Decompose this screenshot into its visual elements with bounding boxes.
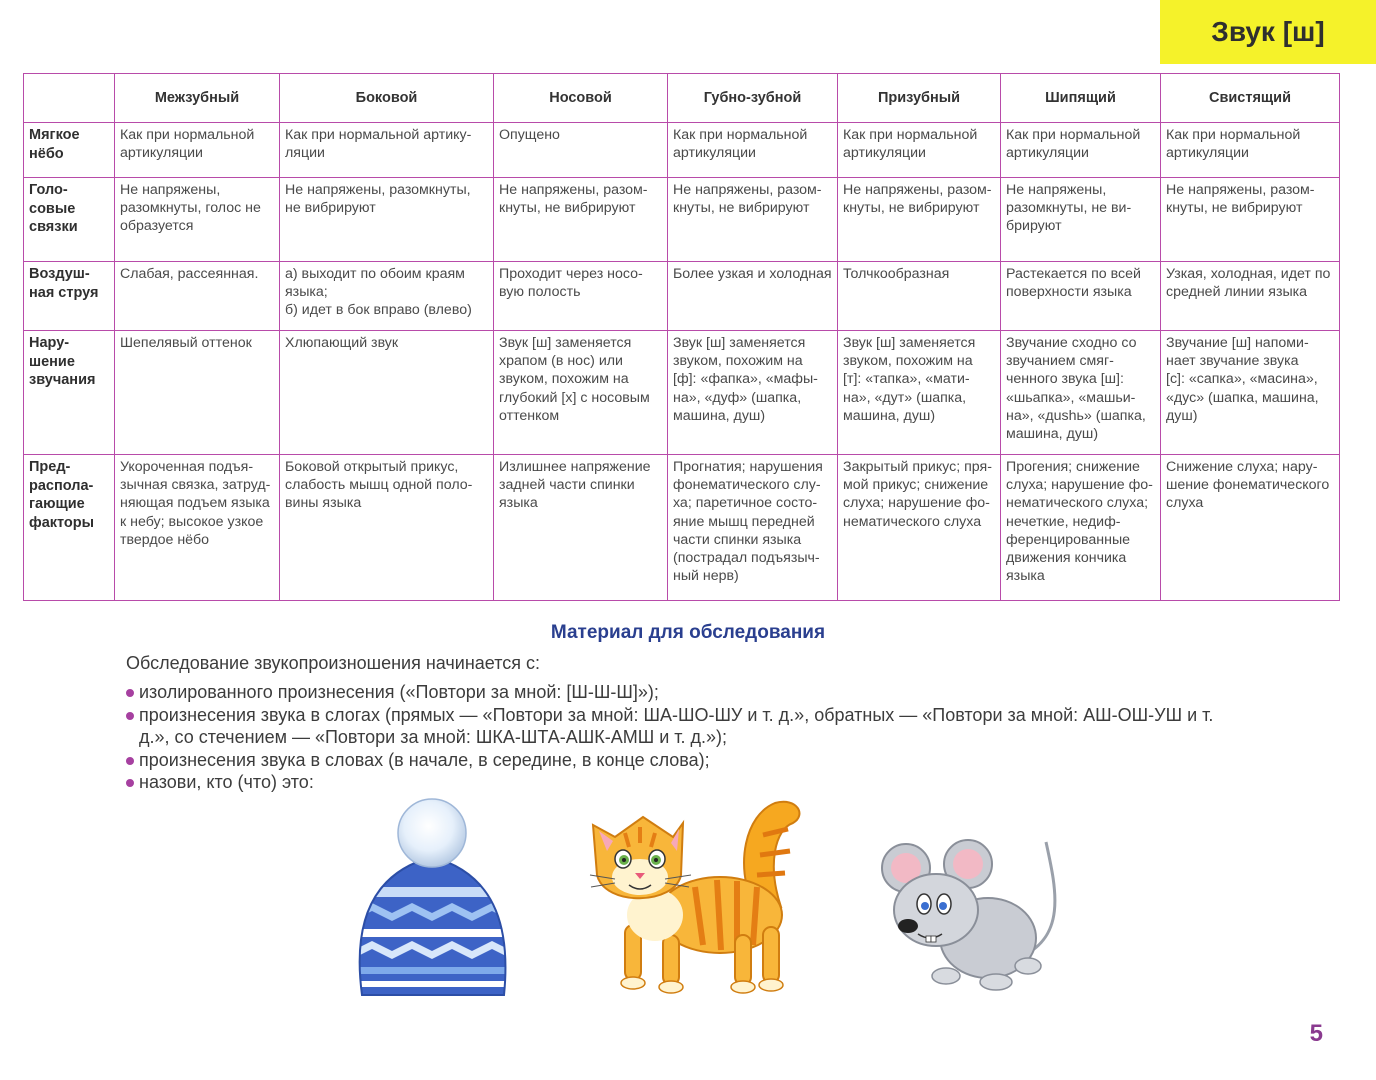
list-item bbox=[126, 681, 1246, 704]
table-cell: Узкая, холодная, идет по средней линии языка bbox=[1161, 262, 1340, 331]
table-cell: Не напряжены, разомкнуты, не ви- брируют bbox=[1001, 178, 1161, 262]
row-label: Нару- шение звучания bbox=[24, 331, 115, 455]
table-cell: Звук [ш] заменяется звуком, похожим на [т]: «тапка», «мати- на», «дут» (шапка, машина, душ) bbox=[838, 331, 1001, 455]
table-cell: Как при нормальной артикуляции bbox=[115, 123, 280, 178]
table-cell: Укороченная подъя- зычная связка, затруд- няющая подъем языка к небу; высокое узкое твердое нёбо bbox=[115, 455, 280, 601]
section-title: Материал для обследования bbox=[550, 622, 826, 643]
table-cell: Хлюпающий звук bbox=[280, 331, 494, 455]
column-header: Носовой bbox=[494, 74, 668, 123]
column-header: Межзубный bbox=[115, 74, 280, 123]
cat-picture bbox=[585, 795, 810, 1000]
column-header: Губно-зубной bbox=[668, 74, 838, 123]
table-cell: Звучание [ш] напоми- нает звучание звука [с]: «сапка», «масина», «дус» (шапка, машина, душ) bbox=[1161, 331, 1340, 455]
table-cell: Слабая, рассеянная. bbox=[115, 262, 280, 331]
column-header: Свистящий bbox=[1161, 74, 1340, 123]
table-cell: Звук [ш] заменяется звуком, похожим на [ф]: «фапка», «мафы- на», «дуф» (шапка, машина, душ) bbox=[668, 331, 838, 455]
row-label: Голо- совые связки bbox=[24, 178, 115, 262]
page-number: 5 bbox=[1309, 1020, 1323, 1047]
hat-picture bbox=[352, 795, 512, 1005]
column-header: Боковой bbox=[280, 74, 494, 123]
table-row bbox=[24, 178, 1340, 262]
table-cell: Шепелявый оттенок bbox=[115, 331, 280, 455]
table-cell: Как при нормальной артикуляции bbox=[838, 123, 1001, 178]
table-cell: Звук [ш] заменяется храпом (в нос) или звуком, похожим на глубокий [х] с носовым оттенком bbox=[494, 331, 668, 455]
table-cell: а) выходит по обоим краям языка; б) идет в бок вправо (влево) bbox=[280, 262, 494, 331]
list-item-text: назови, кто (что) это: bbox=[139, 772, 314, 792]
column-header: Шипящий bbox=[1001, 74, 1161, 123]
table-cell: Прогнатия; нарушения фонематического слу- ха; паретичное состо- яние мышц передней части спинки языка (пострадал подъязыч- ный нерв) bbox=[668, 455, 838, 601]
column-header: Призубный bbox=[838, 74, 1001, 123]
articulation-table bbox=[23, 73, 1340, 601]
column-header bbox=[24, 74, 115, 123]
table-cell: Не напряжены, разомкнуты, не вибрируют bbox=[280, 178, 494, 262]
bullet-dot-icon bbox=[126, 689, 134, 697]
table-cell: Излишнее напряжение задней части спинки языка bbox=[494, 455, 668, 601]
table-cell: Проходит через носо- вую полость bbox=[494, 262, 668, 331]
table-cell: Толчкообразная bbox=[838, 262, 1001, 331]
bullet-dot-icon bbox=[126, 712, 134, 720]
table-row bbox=[24, 123, 1340, 178]
table-cell: Не напряжены, разом- кнуты, не вибрируют bbox=[668, 178, 838, 262]
table-cell: Звучание сходно со звучанием смяг- ченного звука [ш]: «шьапка», «машьи- на», «дushь» (шапка, машина, душ) bbox=[1001, 331, 1161, 455]
table-cell: Более узкая и холодная bbox=[668, 262, 838, 331]
table-cell: Опущено bbox=[494, 123, 668, 178]
list-item-text: произнесения звука в слогах (прямых — «Повтори за мной: ША-ШО-ШУ и т. д.», обратных — «Повтори за мной: АШ-ОШ-УШ и т. д.», со стечением — «Повтори за мной: ШКА-ШТА-АШК-АМШ и т. д.»); bbox=[139, 704, 1214, 747]
table-cell: Не напряжены, разом- кнуты, не вибрируют bbox=[838, 178, 1001, 262]
list-item bbox=[126, 771, 1246, 794]
table-row bbox=[24, 262, 1340, 331]
table-cell: Закрытый прикус; пря- мой прикус; снижение слуха; нарушение фо- нематического слуха bbox=[838, 455, 1001, 601]
table-row bbox=[24, 331, 1340, 455]
row-label: Пред- распола- гающие факторы bbox=[24, 455, 115, 601]
table-cell: Не напряжены, разом- кнуты, не вибрируют bbox=[1161, 178, 1340, 262]
table-cell: Как при нормальной артикуляции bbox=[1161, 123, 1340, 178]
list-item bbox=[126, 704, 1246, 749]
table-cell: Как при нормальной артикуляции bbox=[1001, 123, 1161, 178]
table-row bbox=[24, 455, 1340, 601]
list-item-text: изолированного произнесения («Повтори за мной: [Ш-Ш-Ш]»); bbox=[139, 682, 659, 702]
sound-tag: Звук [ш] bbox=[1160, 0, 1376, 64]
bullet-dot-icon bbox=[126, 757, 134, 765]
table-cell: Не напряжены, разомкнуты, голос не образуется bbox=[115, 178, 280, 262]
table-cell: Растекается по всей поверхности языка bbox=[1001, 262, 1161, 331]
bullet-dot-icon bbox=[126, 779, 134, 787]
mouse-picture bbox=[878, 838, 1073, 998]
bullet-list bbox=[126, 681, 1246, 794]
table-header-row bbox=[24, 74, 1340, 123]
table-cell: Не напряжены, разом- кнуты, не вибрируют bbox=[494, 178, 668, 262]
list-item bbox=[126, 749, 1246, 772]
table-cell: Как при нормальной артикуляции bbox=[668, 123, 838, 178]
table-cell: Снижение слуха; нару- шение фонематического слуха bbox=[1161, 455, 1340, 601]
articulation-table-container bbox=[23, 73, 1339, 600]
list-item-text: произнесения звука в словах (в начале, в середине, в конце слова); bbox=[139, 749, 710, 770]
table-cell: Прогения; снижение слуха; нарушение фо- нематического слуха; нечеткие, недиф- ференцированные движения кончика языка bbox=[1001, 455, 1161, 601]
table-cell: Боковой открытый прикус, слабость мышц одной поло- вины языка bbox=[280, 455, 494, 601]
row-label: Мягкое нёбо bbox=[24, 123, 115, 178]
table-cell: Как при нормальной артику- ляции bbox=[280, 123, 494, 178]
row-label: Воздуш- ная струя bbox=[24, 262, 115, 331]
section-intro: Обследование звукопроизношения начинается с: bbox=[126, 653, 540, 673]
